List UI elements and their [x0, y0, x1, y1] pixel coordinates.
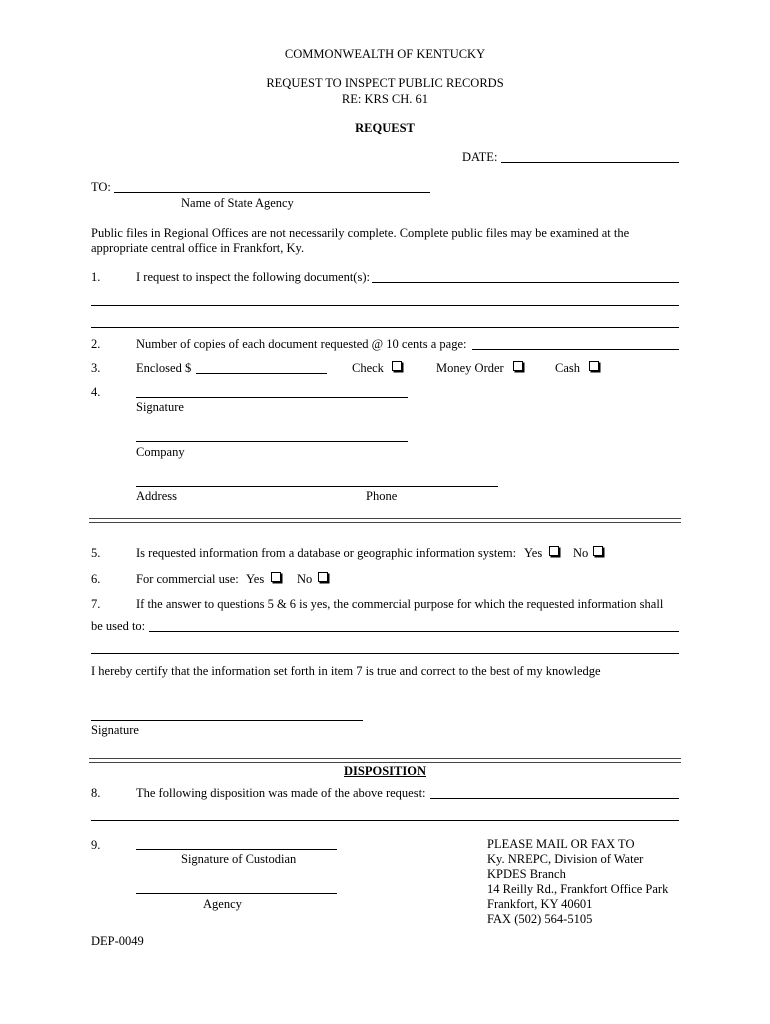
documents-field-line-2[interactable]	[91, 305, 679, 306]
item-2-text: Number of copies of each document requested @ 10 cents a page:	[136, 337, 467, 351]
documents-field-line-3[interactable]	[91, 327, 679, 328]
custodian-signature-field[interactable]	[136, 849, 337, 850]
certification-signature-field[interactable]	[91, 720, 363, 721]
check-label: Check	[352, 361, 384, 375]
item-5-no-checkbox[interactable]	[593, 546, 603, 556]
notice-line-1: Public files in Regional Offices are not necessarily complete. Complete public files may be examined at the	[91, 226, 630, 240]
custodian-signature-label: Signature of Custodian	[181, 852, 297, 866]
item-5-yes-checkbox[interactable]	[549, 546, 559, 556]
item-3-number: 3.	[91, 361, 101, 375]
phone-label: Phone	[366, 489, 398, 503]
date-field[interactable]	[501, 162, 679, 163]
item-5-no-label: No	[573, 546, 589, 560]
date-label: DATE:	[462, 150, 498, 164]
mail-city: Frankfort, KY 40601	[487, 897, 593, 911]
copies-field[interactable]	[472, 349, 679, 350]
item-8-text: The following disposition was made of the above request:	[136, 786, 426, 800]
item-4-number: 4.	[91, 385, 101, 399]
company-label: Company	[136, 445, 185, 459]
section-title-disposition: DISPOSITION	[344, 764, 426, 778]
item-6-text: For commercial use:	[136, 572, 239, 586]
requester-signature-label: Signature	[136, 400, 184, 414]
mail-heading: PLEASE MAIL OR FAX TO	[487, 837, 635, 851]
item-6-number: 6.	[91, 572, 101, 586]
notice-line-2: appropriate central office in Frankfort, Ky.	[91, 241, 305, 255]
disposition-field-line-1[interactable]	[430, 798, 679, 799]
check-checkbox[interactable]	[392, 361, 402, 371]
agency-caption: Name of State Agency	[181, 196, 294, 210]
address-phone-field[interactable]	[136, 486, 498, 487]
enclosed-amount-field[interactable]	[196, 373, 327, 374]
mail-fax: FAX (502) 564-5105	[487, 912, 593, 926]
enclosed-label: Enclosed $	[136, 361, 192, 375]
section-divider-1	[89, 518, 681, 523]
item-8-number: 8.	[91, 786, 101, 800]
requester-signature-field[interactable]	[136, 397, 408, 398]
cash-label: Cash	[555, 361, 580, 375]
commercial-purpose-field-line-1[interactable]	[149, 631, 679, 632]
agency-name-field[interactable]	[114, 192, 430, 193]
item-6-no-label: No	[297, 572, 313, 586]
certification-signature-label: Signature	[91, 723, 139, 737]
disposition-field-line-2[interactable]	[91, 820, 679, 821]
mail-street: 14 Reilly Rd., Frankfort Office Park	[487, 882, 669, 896]
item-9-number: 9.	[91, 838, 101, 852]
money-order-checkbox[interactable]	[513, 361, 523, 371]
to-label: TO:	[91, 180, 111, 194]
item-7-number: 7.	[91, 597, 101, 611]
item-6-no-checkbox[interactable]	[318, 572, 328, 582]
mail-branch: KPDES Branch	[487, 867, 566, 881]
section-divider-2	[89, 758, 681, 763]
item-5-number: 5.	[91, 546, 101, 560]
certification-statement: I hereby certify that the information set forth in item 7 is true and correct to the best of my knowledge	[91, 664, 601, 678]
section-title-request: REQUEST	[355, 121, 415, 135]
item-1-number: 1.	[91, 270, 101, 284]
item-1-text: I request to inspect the following document(s):	[136, 270, 370, 284]
header-commonwealth: COMMONWEALTH OF KENTUCKY	[284, 47, 486, 61]
item-2-number: 2.	[91, 337, 101, 351]
documents-field-line-1[interactable]	[372, 282, 679, 283]
item-5-text: Is requested information from a database or geographic information system:	[136, 546, 517, 560]
header-form-title: REQUEST TO INSPECT PUBLIC RECORDS	[266, 76, 504, 90]
header-statute: RE: KRS CH. 61	[341, 92, 429, 106]
mail-agency: Ky. NREPC, Division of Water	[487, 852, 644, 866]
commercial-purpose-field-line-2[interactable]	[91, 653, 679, 654]
address-label: Address	[136, 489, 177, 503]
company-field[interactable]	[136, 441, 408, 442]
money-order-label: Money Order	[436, 361, 504, 375]
item-7-continuation: be used to:	[91, 619, 146, 633]
custodian-agency-label: Agency	[203, 897, 242, 911]
item-6-yes-checkbox[interactable]	[271, 572, 281, 582]
item-7-text: If the answer to questions 5 & 6 is yes, the commercial purpose for which the requested information shall	[136, 597, 664, 611]
item-5-yes-label: Yes	[524, 546, 543, 560]
cash-checkbox[interactable]	[589, 361, 599, 371]
custodian-agency-field[interactable]	[136, 893, 337, 894]
form-id: DEP-0049	[91, 934, 144, 948]
item-6-yes-label: Yes	[246, 572, 265, 586]
